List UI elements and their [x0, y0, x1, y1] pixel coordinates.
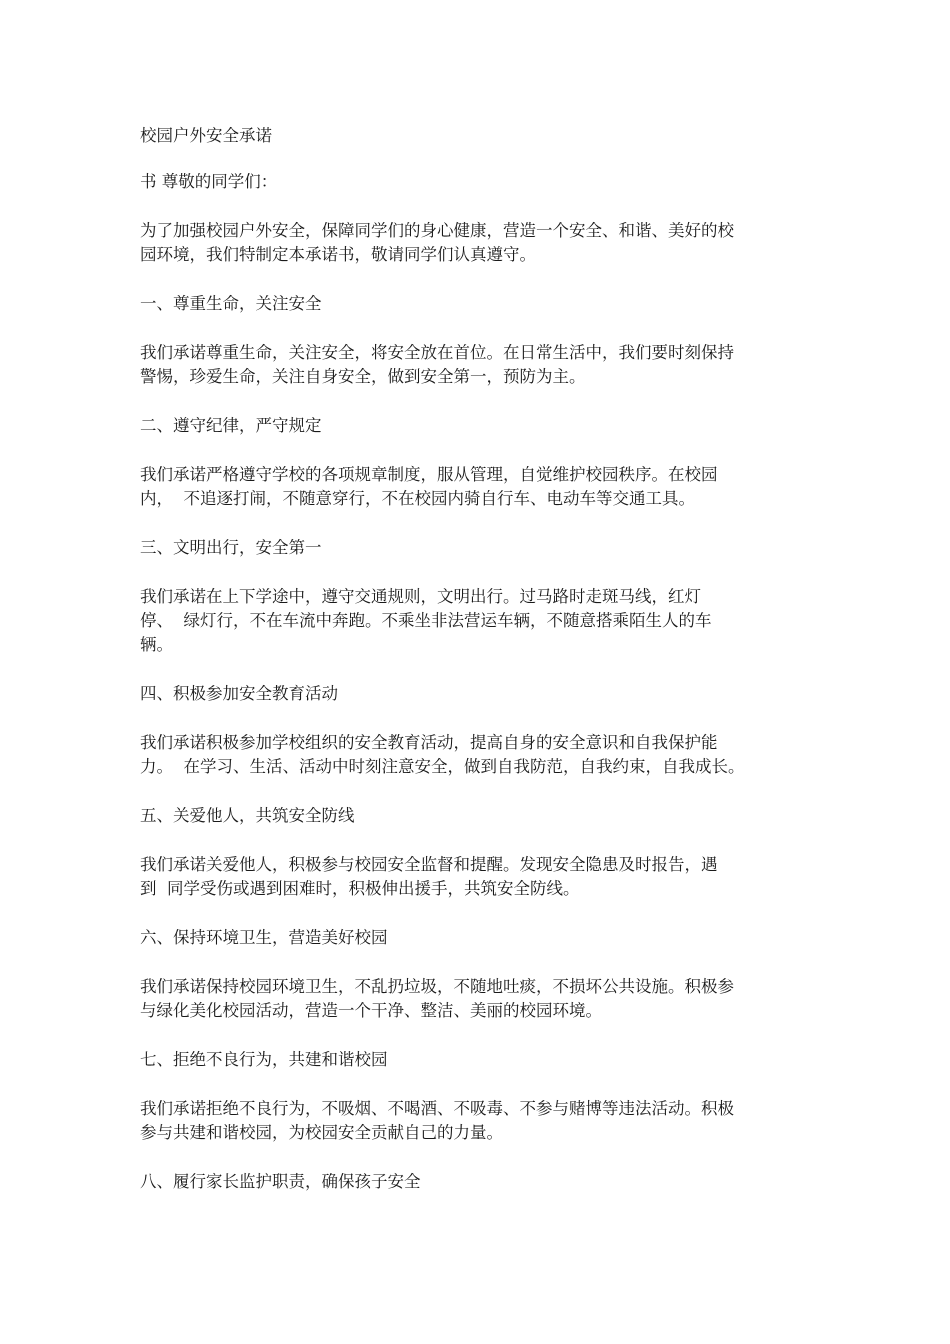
- paragraph-line: 参与共建和谐校园，为校园安全贡献自己的力量。: [140, 1123, 503, 1142]
- paragraph-line: 停、 绿灯行，不在车流中奔跑。不乘坐非法营运车辆，不随意搭乘陌生人的车: [140, 611, 712, 630]
- paragraph-line: 力。 在学习、生活、活动中时刻注意安全，做到自我防范，自我约束，自我成长。: [140, 757, 745, 776]
- salutation: 书 尊敬的同学们：: [140, 172, 278, 191]
- paragraph-line: 我们承诺保持校园环境卫生，不乱扔垃圾，不随地吐痰，不损坏公共设施。积极参: [140, 977, 734, 996]
- section-paragraph: [140, 585, 820, 657]
- paragraph-line: 我们承诺拒绝不良行为，不吸烟、不喝酒、不吸毒、不参与赌博等违法活动。积极: [140, 1099, 734, 1118]
- section-paragraph: [140, 731, 820, 779]
- paragraph-line: 内， 不追逐打闹，不随意穿行，不在校园内骑自行车、电动车等交通工具。: [140, 489, 695, 508]
- section-paragraph: [140, 975, 820, 1023]
- section-heading: 四、积极参加安全教育活动: [140, 684, 338, 703]
- section-heading: 六、保持环境卫生，营造美好校园: [140, 928, 388, 947]
- intro-paragraph: [140, 219, 820, 267]
- paragraph-line: 我们承诺严格遵守学校的各项规章制度，服从管理，自觉维护校园秩序。在校园: [140, 465, 718, 484]
- paragraph-line: 为了加强校园户外安全，保障同学们的身心健康，营造一个安全、和谐、美好的校: [140, 221, 734, 240]
- section-heading: 二、遵守纪律，严守规定: [140, 416, 322, 435]
- section-paragraph: [140, 853, 820, 901]
- section-paragraph: [140, 1097, 820, 1145]
- paragraph-line: 我们承诺积极参加学校组织的安全教育活动，提高自身的安全意识和自我保护能: [140, 733, 718, 752]
- section-heading: 三、文明出行，安全第一: [140, 538, 322, 557]
- document-title: 校园户外安全承诺: [140, 126, 272, 145]
- paragraph-line: 园环境，我们特制定本承诺书，敬请同学们认真遵守。: [140, 245, 536, 264]
- paragraph-line: 我们承诺尊重生命，关注安全，将安全放在首位。在日常生活中，我们要时刻保持: [140, 343, 734, 362]
- paragraph-line: 我们承诺在上下学途中，遵守交通规则，文明出行。过马路时走斑马线，红灯: [140, 587, 701, 606]
- paragraph-line: 到 同学受伤或遇到困难时，积极伸出援手，共筑安全防线。: [140, 879, 580, 898]
- section-heading: 五、关爱他人，共筑安全防线: [140, 806, 355, 825]
- section-paragraph: [140, 463, 820, 511]
- section-heading: 八、履行家长监护职责，确保孩子安全: [140, 1172, 421, 1191]
- paragraph-line: 警惕，珍爱生命，关注自身安全，做到安全第一，预防为主。: [140, 367, 586, 386]
- section-paragraph: [140, 341, 820, 389]
- section-heading: 一、尊重生命，关注安全: [140, 294, 322, 313]
- section-heading: 七、拒绝不良行为，共建和谐校园: [140, 1050, 388, 1069]
- paragraph-line: 辆。: [140, 635, 173, 654]
- paragraph-line: 我们承诺关爱他人，积极参与校园安全监督和提醒。发现安全隐患及时报告，遇: [140, 855, 718, 874]
- paragraph-line: 与绿化美化校园活动，营造一个干净、整洁、美丽的校园环境。: [140, 1001, 602, 1020]
- document-page: [140, 124, 820, 1219]
